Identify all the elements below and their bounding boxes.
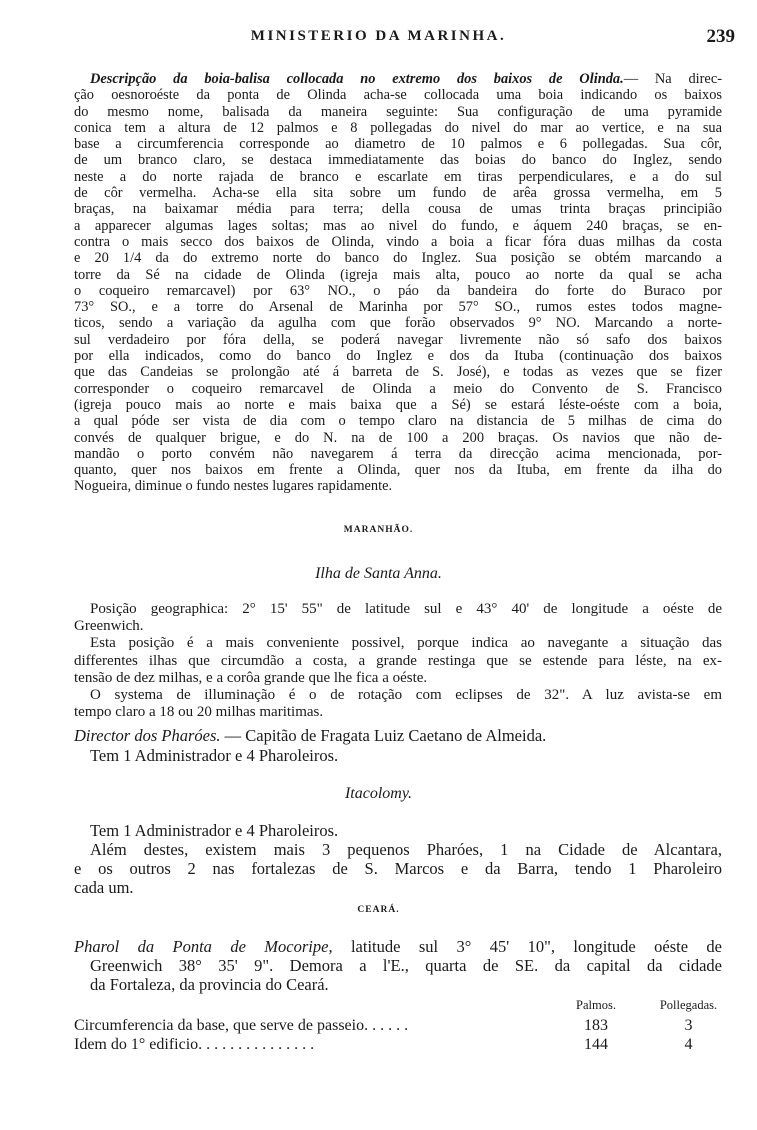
cell-pollegadas: 3	[684, 1017, 693, 1034]
paragraph-line: o coqueiro remarcavel) por 63° NO., o páo da bandeira do forte do Buraco por	[74, 282, 722, 299]
cell-palmos: 183	[584, 1017, 608, 1034]
paragraph-line: Greenwich.	[74, 618, 144, 635]
paragraph-line: Nogueira, diminue o fundo nestes lugares rapidamente.	[74, 478, 393, 495]
paragraph-line: e 20 1/4 da do extremo norte do banco do Inglez. Sua posição se obtém marcando a	[74, 250, 722, 267]
paragraph-line: de côr vermelha. Acha-se ella sita sobre um fundo de arêa grossa vermelha, em 5	[74, 185, 722, 202]
cell-palmos: 144	[584, 1036, 608, 1053]
paragraph-line: Posição geographica: 2° 15' 55" de latitude sul e 43° 40' de longitude a oéste de	[90, 601, 722, 617]
director-label: Director dos Pharóes.	[74, 726, 221, 745]
paragraph-text: — Na direc-	[623, 71, 723, 87]
paragraph-line: por ella indicados, como do banco do Inglez e dos da Ituba (continuação dos baixos	[74, 348, 722, 365]
paragraph-line: mandão o porto convém não navegarem á terra da direcção acima mencionada, por-	[74, 445, 722, 462]
paragraph-line: tensão de dez milhas, e a corôa grande que lhe fica a oéste.	[74, 669, 428, 686]
staff-line: Tem 1 Administrador e 4 Pharoleiros.	[90, 746, 339, 765]
subheading-ilha-santa-anna: Ilha de Santa Anna.	[315, 565, 442, 582]
paragraph-line: da Fortaleza, da provincia do Ceará.	[90, 975, 329, 994]
paragraph-line: conica tem a altura de 12 palmos e 8 pollegadas do nivel do mar ao vertice, e na sua	[74, 119, 722, 136]
table-header-row	[74, 998, 734, 1017]
director-line	[74, 726, 722, 746]
paragraph-line: Greenwich 38° 35' 9". Demora a l'E., quarta de SE. da capital da cidade	[90, 956, 722, 975]
paragraph-line: quanto, quer nos baixos em frente a Olinda, quer nos da Ituba, em frente da ilha do	[74, 462, 722, 479]
paragraph-line: ticos, sendo a variação da agulha com que forão observados 9° NO. Marcando a norte-	[74, 315, 722, 332]
column-header-palmos: Palmos.	[576, 998, 616, 1012]
paragraph-line: contra o mais secco dos baixos de Olinda, vindo a boia a ficar fóra duas milhas da costa	[74, 233, 722, 250]
paragraph-line: braças, na baixamar média para terra; della cousa de umas trinta braças principião	[74, 201, 722, 218]
paragraph-line	[74, 937, 722, 956]
santa-anna-paragraphs	[74, 601, 722, 721]
paragraph-line: torre da Sé na cidade de Olinda (igreja mais alta, pouco ao norte da qual se acha	[74, 266, 722, 283]
paragraph-lead-title: Pharol da Ponta de Mocoripe,	[74, 937, 333, 956]
paragraph-line: (igreja pouco mais ao norte e mais baixa que a Sé) se estará léste-oéste com a boia,	[74, 396, 722, 413]
section-heading-maranhao: MARANHÃO.	[343, 525, 414, 535]
paragraph-line: convés de qualquer brigue, e do N. na de 100 a 200 braças. Os navios que não de-	[74, 429, 722, 446]
paragraph-lead-title: Descripção da boia-balisa collocada no extremo dos baixos de Olinda.	[90, 71, 624, 87]
table-row	[74, 1036, 734, 1055]
paragraph-line: Além destes, existem mais 3 pequenos Pharóes, 1 na Cidade de Alcantara,	[90, 840, 722, 859]
paragraph-line	[74, 71, 722, 87]
paragraph-line: cada um.	[74, 878, 134, 897]
cell-pollegadas: 4	[684, 1036, 693, 1053]
paragraph-line: O systema de illuminação é o de rotação com eclipses de 32". A luz avista-se em	[90, 687, 722, 704]
row-label: Circumferencia da base, que serve de passeio. . . . . .	[74, 1017, 409, 1034]
column-header-pollegadas: Pollegadas.	[659, 998, 718, 1012]
paragraph-line: tempo claro a 18 ou 20 milhas maritimas.	[74, 704, 324, 721]
paragraph-line: differentes ilhas que circumdão a costa, a grande restinga que se estende para léste, na ex-	[74, 652, 722, 669]
subheading-itacolomy: Itacolomy.	[344, 785, 413, 802]
paragraph-line: corresponder o coqueiro remarcavel de Olinda a meio do Convento de S. Francisco	[74, 380, 722, 397]
paragraph-line: a qual póde ser vista de dia com o tempo claro na distancia de 5 milhas de cima do	[74, 413, 722, 430]
paragraph-line: e os outros 2 nas fortalezas de S. Marcos e da Barra, tendo 1 Pharoleiro	[74, 859, 722, 878]
paragraph-text: latitude sul 3° 45' 10", longitude oéste de	[332, 937, 722, 956]
paragraph-line: base a circumferencia corresponde ao diametro de 10 palmos e 6 pollegadas. Sua côr,	[74, 136, 722, 153]
paragraph-line: neste a do norte rajada de branco e escarlate em tiras perpendiculares, e a do sul	[74, 168, 722, 185]
paragraph-line: Esta posição é a mais conveniente possivel, porque indica ao navegante a situação das	[90, 635, 722, 652]
olinda-buoy-paragraph	[74, 71, 722, 495]
running-header-title: MINISTERIO DA MARINHA.	[250, 28, 507, 44]
paragraph-line: do mesmo nome, balisada da maneira seguinte: Sua configuração de uma pyramide	[74, 103, 722, 120]
paragraph-line: 73° SO., e a torre do Arsenal de Marinha por 57° SO., rumos estes todos magne-	[74, 299, 722, 316]
paragraph-line: a apparecer algumas lages soltas; mas ao nivel do fundo, e áquem 240 braças, se en-	[74, 217, 722, 234]
row-label: Idem do 1° edificio. . . . . . . . . . . . . . .	[74, 1036, 315, 1053]
director-text: — Capitão de Fragata Luiz Caetano de Almeida.	[220, 726, 547, 745]
paragraph-line: ção oesnoroéste da ponta de Olinda acha-se collocada uma boia indicando os baixos	[74, 87, 722, 104]
paragraph-line: sul verdadeiro por fóra della, se poderá navegar livremente não só safo dos baixos	[74, 331, 722, 348]
page-number: 239	[706, 26, 735, 47]
section-heading-ceara: CEARÁ.	[357, 905, 400, 915]
dimensions-table	[74, 998, 734, 1055]
mocoripe-paragraph	[74, 937, 722, 994]
paragraph-line: Tem 1 Administrador e 4 Pharoleiros.	[90, 821, 339, 840]
table-row	[74, 1017, 734, 1036]
paragraph-line: que das Candeias se prolongão até á barreta de S. José), e todas as vezes que se fizer	[74, 364, 722, 381]
itacolomy-paragraphs	[74, 821, 722, 897]
paragraph-line: de um branco claro, se destaca immediatamente das boias do banco do Inglez, sendo	[74, 152, 722, 169]
